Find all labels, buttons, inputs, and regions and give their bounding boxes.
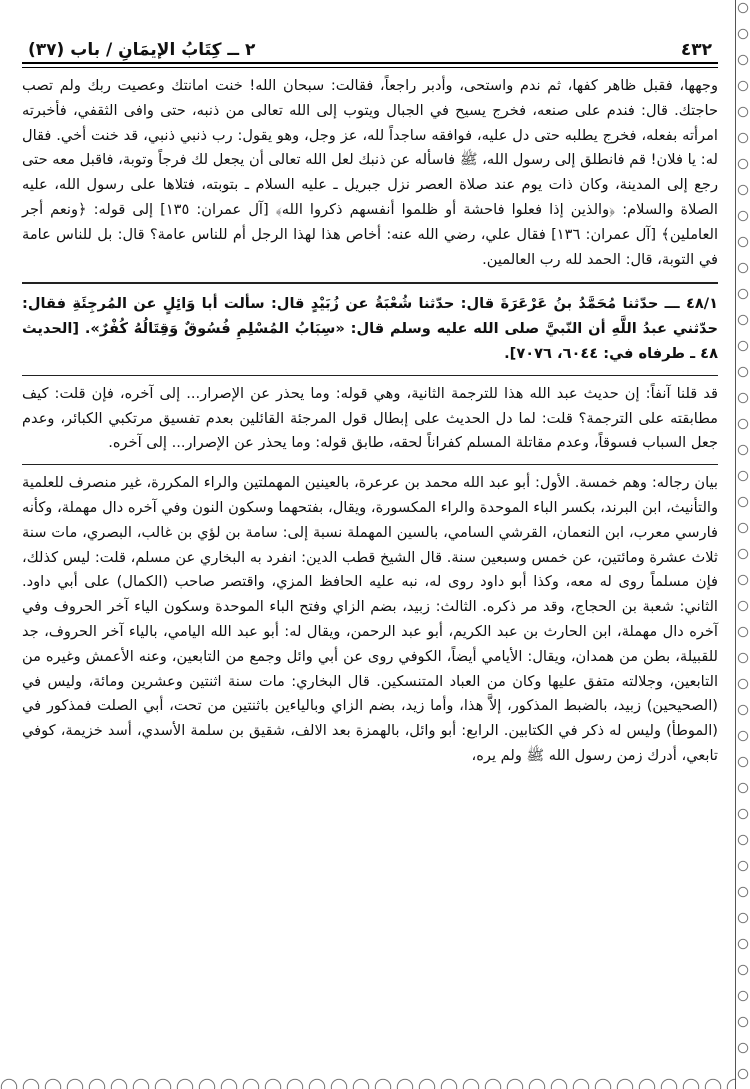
narrators-paragraph: بيان رجاله: وهم خمسة. الأول: أبو عبد الله محمد بن عرعرة، بالعينين المهملتين والراء المكررة، غير منصرف للعلمية والتأنيث، ابن البرند، بكسر الباء الموحدة والراء المكسورة، ويقال، بفتحهما وسكون النون وفي آخره دال مهملة، وكأنه فارسي معرب، ابن النعمان، القرشي السامي، بالسين المهملة نسبة إلى: سامة بن لؤي بن غالب، البصري، مات سنة ثلاث عشرة ومائتين، عن خمس وسبعين سنة. قال الشيخ قطب الدين: انفرد به البخاري عن مسلم، قلت: ليس كذلك، فإن مسلماً روى له معه، وكذا أبو داود روى له، نبه عليه الحافظ المزي، واقتصر صاحب (الكمال) على أبي داود. الثاني: شعبة بن الحجاج، وقد مر ذكره. الثالث: زبيد، بضم الزاي وفتح الباء الموحدة وسكون الياء آخر الحروف وفي آخره دال مهملة، ابن الحارث بن عبد الكريم، أبو عبد الرحمن، ويقال له: أبو عبد الله اليامي، بالياء آخر الحروف، جد للقبيلة، بطن من همدان، ويقال: الأيامي أيضاً، الكوفي روى عن أبي وائل وجمع من التابعين، وعنه الأعمش وغيره من التابعين، وجلالته متفق عليها وكان من العباد المتنسكين. قال البخاري: مات سنة اثنتين وعشرين ومائة، وليس في (الصحيحين) زبيد، بالضبط المذكور، إلاَّ هذا، وأما زيد، بضم الزاي وبالياءين باثنتين من تحت، أبي الصلت فمذكور في (الموطأ) وليس له ذكر في الكتابين. الرابع: أبو وائل، بالهمزة بعد الالف، شقيق بن سلمة الأسدي، أسد خزيمة، كوفي تابعي، أدرك زمن رسول الله ﷺ ولم يره، [22,474,718,764]
section-separator [22,282,718,284]
page-number: ٤٣٢ [680,40,712,60]
continued-narrative-paragraph: وجهها، فقبل ظاهر كفها، ثم ندم واستحى، وأدبر راجعاً، فقالت: سبحان الله! خنت امانتك وعصيت ربك ولم تصب حاجتك. قال: فندم على صنعه، فخرج يسيح في الجبال ويتوب إلى الله تعالى من ذنبه، حتى وافى الثقفي، فأخبرته امرأته بفعله، فخرج يطلبه حتى دل عليه، فوافقه ساجداً لله، عز وجل، وهو يقول: رب ذنبي ذنبي، قد خنت أخي. فقال له: يا فلان! قم فانطلق إلى رسول الله، ﷺ فاسأله عن ذنبك لعل الله تعالى أن يجعل لك فرجاً وتوبة، فاقبل معه حتى رجع إلى المدينة، وكان ذات يوم عند صلاة العصر نزل جبريل ـ عليه السلام ـ بتوبته، فتلاها على رسول الله، عليه الصلاة والسلام: ﴿والذين إذا فعلوا فاحشة أو ظلموا أنفسهم ذكروا الله﴾ [آل عمران: ١٣٥] إلى قوله: ﴿ونعم أجر العاملين﴾ [آل عمران: ١٣٦] فقال علي، رضي الله عنه: أخاص هذا لهذا الرجل أم للناس عامة؟ قال: بل للناس عامة في التوبة، قال: الحمد لله رب العالمين. [22,77,719,268]
hadith-text: ٤٨/١ ـــ حدّثنا مُحَمَّدُ بنُ عَرْعَرَةَ قال: حدّثنا شُعْبَةُ عن زُبَيْدٍ قال: سألت أبا وَائِلٍ عن المُرجِئَةِ فقال: حدّثني عبدُ اللَّهِ أن النّبيَّ صلى الله عليه وسلم قال: «سِبَابُ المُسْلِمِ فُسُوقٌ وَقِتَالُهُ كُفْرٌ». [الحديث ٤٨ ـ طرفاه في: ٦٠٤٤، ٧٠٧٦]. [22,295,718,362]
page-header [22,30,718,60]
page-binding-edge [735,0,750,1089]
section-separator [22,375,718,376]
header-rule-thin [22,67,718,68]
running-title: ٢ ــ كِتَابُ الإيمَانِ / باب (٣٧) [28,40,256,60]
header-rule [22,62,718,64]
page-bottom-edge [0,1073,736,1089]
commentary-paragraph: قد قلنا آنفاً: إن حديث عبد الله هذا للترجمة الثانية، وهي قوله: وما يحذر عن الإصرار... إلى آخره، فإن قلت: كيف مطابقته على الترجمة؟ قلت: لما دل الحديث على إبطال قول المرجئة القائلين بعدم تفسيق مرتكبي الكبائر، وعدم جعل السباب فسوقاً، وعدم مقاتلة المسلم كفراناً لحقه، طابق قوله: وما يحذر عن الإصرار... إلى آخره. [22,384,718,452]
section-separator [22,464,718,465]
book-page [22,30,718,1068]
page-body [22,74,718,769]
